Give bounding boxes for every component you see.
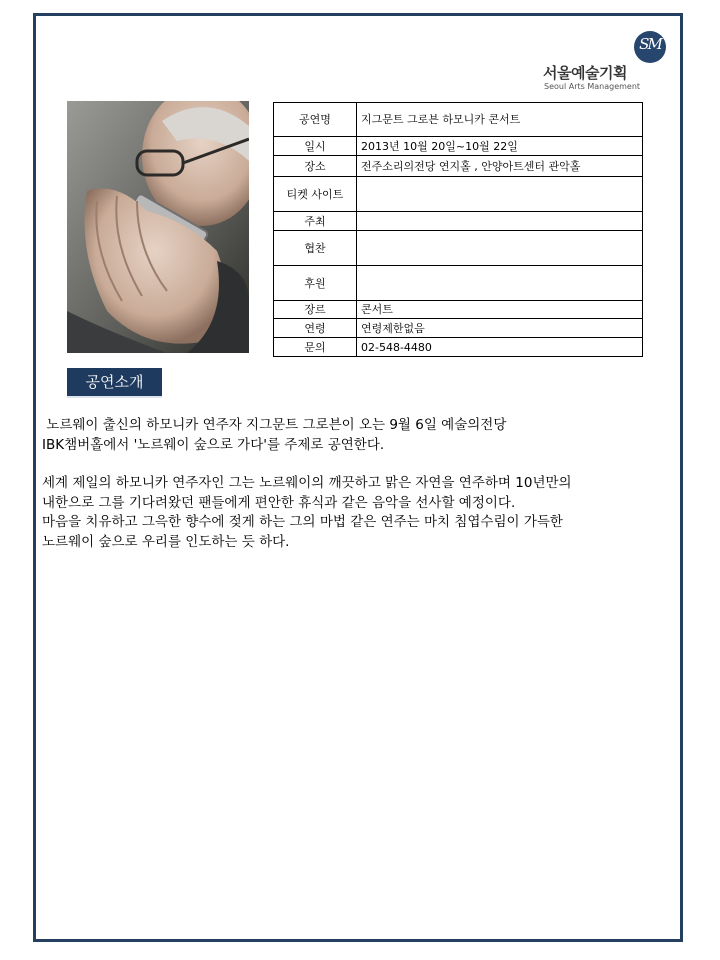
table-row — [274, 177, 643, 212]
row-value-venue: 전주소리의전당 연지홀 , 안양아트센터 관악홀 — [357, 156, 643, 177]
table-row — [274, 137, 643, 156]
row-label-host: 주최 — [274, 212, 357, 231]
row-label-date: 일시 — [274, 137, 357, 156]
row-label-support: 후원 — [274, 266, 357, 301]
row-label-age: 연령 — [274, 319, 357, 338]
table-row — [274, 338, 643, 357]
row-label-title: 공연명 — [274, 103, 357, 137]
intro-line: 세계 제일의 하모니카 연주자인 그는 노르웨이의 깨끗하고 맑은 자연을 연주하며 10년만의 — [42, 475, 572, 491]
row-value-genre: 콘서트 — [357, 301, 643, 319]
sm-logo-badge-icon — [634, 31, 666, 63]
row-label-sponsor: 협찬 — [274, 231, 357, 266]
row-label-venue: 장소 — [274, 156, 357, 177]
intro-line: 내한으로 그를 기다려왔던 팬들에게 편안한 휴식과 같은 음악을 선사할 예정이다. — [42, 494, 516, 511]
table-row — [274, 212, 643, 231]
logo-name-ko: 서울예술기획 — [543, 64, 627, 82]
row-value-support — [357, 266, 643, 301]
table-row — [274, 231, 643, 266]
table-row — [274, 266, 643, 301]
row-value-inquiry: 02-548-4480 — [357, 338, 643, 357]
intro-line: 노르웨이 숲으로 우리를 인도하는 듯 하다. — [42, 533, 290, 550]
row-label-genre: 장르 — [274, 301, 357, 319]
table-row — [274, 103, 643, 137]
intro-line: 노르웨이 출신의 하모니카 연주자 지그문트 그로븐이 오는 9월 6일 예술의전당 — [42, 417, 507, 433]
row-value-title: 지그문트 그로븐 하모니카 콘서트 — [357, 103, 643, 137]
table-row — [274, 301, 643, 319]
row-label-ticket-site: 티켓 사이트 — [274, 177, 357, 212]
row-value-date: 2013년 10월 20일~10월 22일 — [357, 137, 643, 156]
introduction-text — [42, 416, 682, 552]
row-value-age: 연령제한없음 — [357, 319, 643, 338]
table-row — [274, 319, 643, 338]
row-value-ticket-site — [357, 177, 643, 212]
company-logo — [540, 30, 670, 92]
intro-line: 마음을 치유하고 그윽한 향수에 젖게 하는 그의 마법 같은 연주는 마치 침엽수림이 가득한 — [42, 514, 563, 530]
row-value-sponsor — [357, 231, 643, 266]
section-title-introduction: 공연소개 — [67, 368, 162, 398]
intro-line: IBK챔버홀에서 '노르웨이 숲으로 가다'를 주제로 공연한다. — [42, 436, 385, 453]
table-row — [274, 156, 643, 177]
performer-photo — [67, 101, 249, 353]
logo-name-en: Seoul Arts Management — [544, 82, 641, 91]
row-value-host — [357, 212, 643, 231]
logo-badge-text: SM — [639, 35, 661, 53]
row-label-inquiry: 문의 — [274, 338, 357, 357]
harmonica-player-image — [67, 101, 249, 353]
performance-info-table — [273, 102, 643, 357]
